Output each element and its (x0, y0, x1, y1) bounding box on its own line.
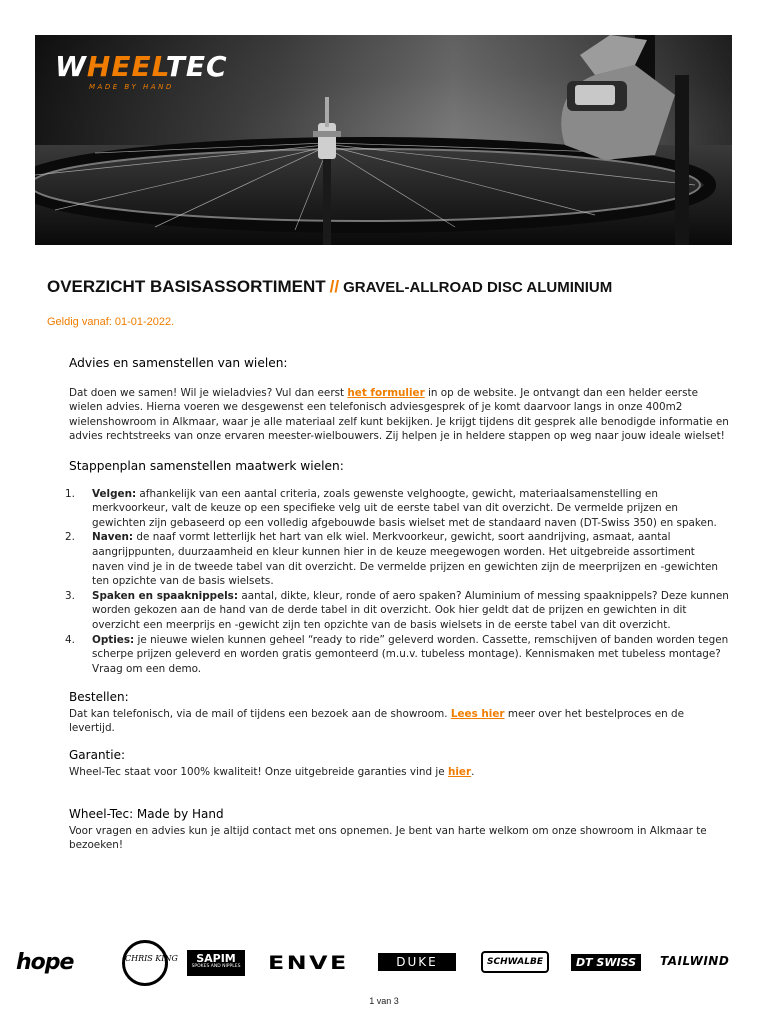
sapim-logo: SAPIM SPOKES AND NIPPLES (187, 950, 245, 976)
list-item: 3. Spaken en spaaknippels: aantal, dikte, kleur, ronde of aero spaken? Aluminium of messing spaaknippels? Deze kunnen worden gekozen aan de hand van de derde tabel in dit overzicht. Ook hier geldt dat de prijzen en gewichten in dit overzicht een meerprijs en -gewicht zijn ten opzichte van de basis wielsets in de eerste tabel van dit overzicht. (65, 589, 729, 631)
steps-heading: Stappenplan samenstellen maatwerk wielen: (69, 458, 344, 473)
warranty-heading: Garantie: (69, 748, 126, 763)
valid-from-date: Geldig vanaf: 01-01-2022. (47, 316, 175, 328)
list-item: 2. Naven: de naaf vormt letterlijk het hart van elk wiel. Merkvoorkeur, gewicht, soort aandrijving, asmaat, aantal aangrijppunten, duurzaamheid en kleur kunnen hier in de keuze meegewogen worden. Het uitgebreide assortiment naven vind je in de tweede tabel van dit overzicht. De vermelde prijzen en gewichten zijn de meerprijzen en -gewichten ten opzichte van de basis wielsets. (65, 531, 718, 588)
duke-logo: DUKE (378, 953, 456, 971)
dt-swiss-logo: DT SWISS (571, 954, 641, 971)
page-title: OVERZICHT BASISASSORTIMENT // GRAVEL-ALLROAD DISC ALUMINIUM (47, 277, 613, 296)
wheel-tec-logo: WHEELTEC MADE BY HAND (55, 50, 228, 91)
order-info-link[interactable]: Lees hier (450, 707, 505, 720)
tailwind-logo: TAILWIND (660, 954, 730, 968)
hero-image (35, 35, 732, 245)
enve-logo: ENVE (268, 952, 349, 974)
advice-heading: Advies en samenstellen van wielen: (69, 356, 288, 370)
order-heading: Bestellen: (69, 690, 129, 705)
closing-heading: Wheel-Tec: Made by Hand (69, 807, 224, 822)
form-link[interactable]: het formulier (347, 386, 425, 399)
brand-logos (14, 938, 758, 988)
closing-paragraph: Voor vragen en advies kun je altijd contact met ons opnemen. Je bent van harte welkom om onze showroom in Alkmaar te bezoeken! (69, 824, 707, 852)
chris-king-logo: CHRIS KING (122, 940, 168, 986)
steps-list (65, 487, 729, 677)
advice-paragraph: Dat doen we samen! Wil je wieladvies? Vul dan eerst het formulier in op de website. Je ontvangt dan een helder eerste wielen advies. Hierna voeren we desgewenst een telefonisch adviesgesprek of je komt daarvoor langs in onze 400m2 wielenshowroom in Alkmaar, waar je alle materiaal zelf kunt bekijken. Je krijgt tijdens dit gesprek alle benodigde informatie en advies rechtstreeks van onze ervaren meester-wielbouwers. Zij helpen je in heldere stappen op weg naar jouw ideale wielset! (69, 386, 729, 443)
order-paragraph: Dat kan telefonisch, via de mail of tijdens een bezoek aan de showroom. Lees hier meer over het bestelproces en de levertijd. (69, 707, 684, 735)
list-item: 4. Opties: je nieuwe wielen kunnen geheel “ready to ride” geleverd worden. Cassette, remschijven of banden worden tegen scherpe prijzen geleverd en worden gratis gemonteerd (m.u.v. tubeless montage). Kennismaken met tubeless montage? Vraag om een demo. (65, 633, 729, 675)
warranty-link[interactable]: hier (447, 765, 472, 778)
warranty-paragraph: Wheel-Tec staat voor 100% kwaliteit! Onze uitgebreide garanties vind je hier. (69, 765, 475, 778)
page-number: 1 van 3 (369, 996, 399, 1006)
document-body (65, 356, 729, 868)
list-item: 1. Velgen: afhankelijk van een aantal criteria, zoals gewenste velghoogte, gewicht, materiaalsamenstelling en merkvoorkeur, valt de keuze op een specifieke velg uit de eerste tabel van dit overzicht. De vermelde prijzen en gewichten zijn gebaseerd op een volledig afgebouwde basis wielset met de standaard naven (DT-Swiss 350) en spaken. (65, 487, 717, 529)
schwalbe-logo: SCHWALBE (481, 951, 549, 973)
hope-logo: hope (16, 950, 74, 975)
